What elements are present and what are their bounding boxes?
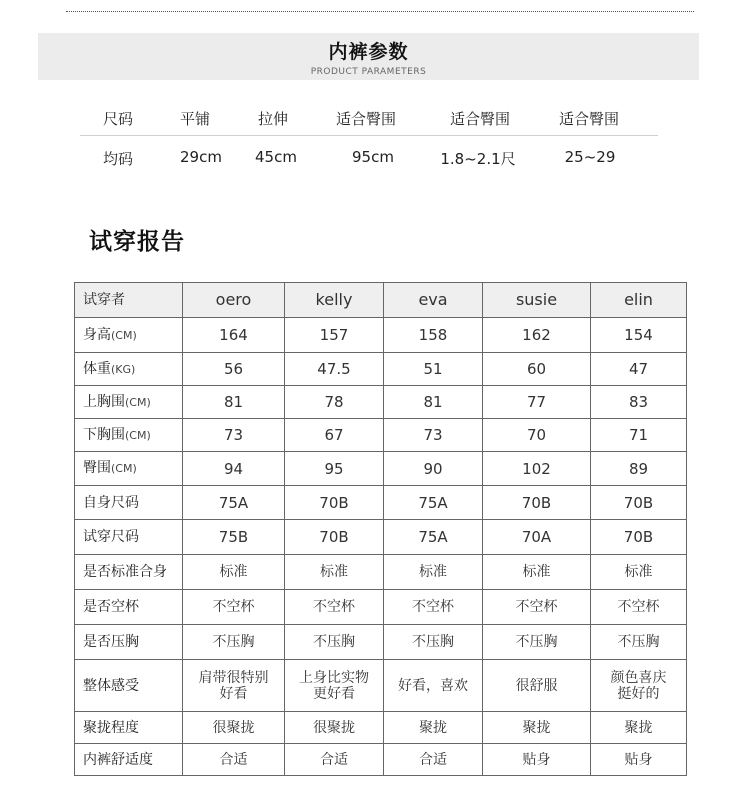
- report-cell: 贴身: [591, 744, 687, 776]
- table-row: [75, 625, 687, 660]
- row-label: [75, 386, 183, 419]
- report-cell: 70B: [483, 486, 591, 520]
- report-cell: 70B: [591, 520, 687, 555]
- report-cell: 合适: [384, 744, 483, 776]
- row-unit: (CM): [111, 462, 137, 475]
- row-label: [75, 452, 183, 486]
- report-cell: 聚拢: [384, 712, 483, 744]
- table-row: [75, 555, 687, 590]
- row-unit: (CM): [125, 428, 151, 442]
- table-row: [75, 712, 687, 744]
- report-cell: 标准: [384, 555, 483, 590]
- table-header-row: [75, 283, 687, 318]
- report-cell: 81: [384, 386, 483, 419]
- param-value: 1.8~2.1尺: [440, 150, 516, 168]
- report-cell: 95: [285, 452, 384, 486]
- report-cell: 162: [483, 318, 591, 353]
- report-cell: 聚拢: [591, 712, 687, 744]
- report-cell: 77: [483, 386, 591, 419]
- report-cell: 70: [483, 419, 591, 452]
- fitting-report-table: [74, 282, 687, 776]
- report-cell: 51: [384, 353, 483, 386]
- row-label-text: 身高: [83, 326, 111, 343]
- report-cell: 71: [591, 419, 687, 452]
- tester-name: oero: [183, 283, 285, 318]
- report-body: [75, 283, 687, 776]
- banner-title: 内裤参数: [328, 41, 409, 63]
- report-cell: 不压胸: [183, 625, 285, 660]
- header-label: 试穿者: [75, 283, 183, 318]
- report-cell: 很聚拢: [285, 712, 384, 744]
- report-cell: 标准: [183, 555, 285, 590]
- row-label-text: 试穿尺码: [83, 529, 139, 545]
- table-row: [75, 744, 687, 776]
- report-cell: 83: [591, 386, 687, 419]
- tester-name: elin: [591, 283, 687, 318]
- row-label-text: 臀围: [83, 460, 111, 476]
- row-label-text: 自身尺码: [83, 494, 139, 511]
- row-label: [75, 318, 183, 353]
- row-label: [75, 744, 183, 776]
- report-cell: [183, 660, 285, 712]
- report-cell: 89: [591, 452, 687, 486]
- row-label-text: 是否空杯: [83, 599, 139, 615]
- table-row: [75, 520, 687, 555]
- report-cell: [591, 660, 687, 712]
- report-cell: 不压胸: [285, 625, 384, 660]
- row-label: [75, 712, 183, 744]
- report-cell: 47: [591, 353, 687, 386]
- report-cell: [483, 660, 591, 712]
- cell-line: 好看: [219, 685, 248, 702]
- report-cell: 不空杯: [483, 590, 591, 625]
- param-value: 25~29: [564, 148, 616, 166]
- report-cell: 贴身: [483, 744, 591, 776]
- report-title: 试穿报告: [89, 229, 185, 255]
- cell-line: 更好看: [313, 685, 355, 702]
- report-cell: 70B: [285, 486, 384, 520]
- report-cell: 154: [591, 318, 687, 353]
- row-label: [75, 590, 183, 625]
- row-label-text: 内裤舒适度: [83, 751, 153, 768]
- report-cell: 67: [285, 419, 384, 452]
- row-unit: (KG): [111, 362, 136, 376]
- row-label: [75, 520, 183, 555]
- row-label-text: 下胸围: [83, 426, 125, 443]
- report-cell: 81: [183, 386, 285, 419]
- cell-line: 很舒服: [515, 677, 558, 694]
- param-header: 尺码: [102, 110, 133, 128]
- table-row: [75, 419, 687, 452]
- row-label: [75, 486, 183, 520]
- param-header: 适合臀围: [449, 110, 510, 128]
- param-value: 45cm: [255, 148, 297, 166]
- param-header: 适合臀围: [558, 110, 619, 128]
- report-cell: 不空杯: [384, 590, 483, 625]
- row-unit: (CM): [125, 395, 151, 409]
- row-label: [75, 353, 183, 386]
- row-label-text: 体重: [83, 360, 111, 377]
- report-cell: 不压胸: [384, 625, 483, 660]
- report-cell: 75B: [183, 520, 285, 555]
- cell-line: 颜色喜庆: [610, 669, 667, 686]
- param-value: 29cm: [180, 148, 222, 166]
- row-label-text: 聚拢程度: [83, 719, 139, 736]
- report-cell: 合适: [285, 744, 384, 776]
- report-cell: 不空杯: [591, 590, 687, 625]
- param-divider: [80, 135, 658, 136]
- cell-line: 肩带很特别: [198, 669, 269, 686]
- parameters-banner: [38, 33, 699, 80]
- report-cell: 聚拢: [483, 712, 591, 744]
- table-row: [75, 318, 687, 353]
- tester-name: eva: [384, 283, 483, 318]
- report-cell: 很聚拢: [183, 712, 285, 744]
- report-cell: 75A: [384, 520, 483, 555]
- report-cell: [285, 660, 384, 712]
- report-cell: 60: [483, 353, 591, 386]
- cell-line: 挺好的: [617, 685, 660, 702]
- table-row: [75, 353, 687, 386]
- report-cell: 70B: [285, 520, 384, 555]
- report-cell: 94: [183, 452, 285, 486]
- row-label: [75, 625, 183, 660]
- dotted-divider: [66, 11, 694, 12]
- report-cell: [384, 660, 483, 712]
- report-cell: 不空杯: [183, 590, 285, 625]
- report-cell: 158: [384, 318, 483, 353]
- table-row: [75, 590, 687, 625]
- report-cell: 不空杯: [285, 590, 384, 625]
- parameters-table: [80, 100, 658, 180]
- report-cell: 157: [285, 318, 384, 353]
- report-cell: 不压胸: [483, 625, 591, 660]
- param-value: 95cm: [352, 148, 394, 166]
- report-cell: 75A: [384, 486, 483, 520]
- report-cell: 73: [384, 419, 483, 452]
- param-header: 拉伸: [257, 110, 288, 128]
- table-row: [75, 660, 687, 712]
- row-label: [75, 660, 183, 712]
- tester-name: susie: [483, 283, 591, 318]
- report-cell: 标准: [591, 555, 687, 590]
- cell-line: 好看，喜欢: [398, 677, 468, 694]
- row-label-text: 整体感受: [83, 677, 139, 694]
- row-label-text: 是否标准合身: [83, 564, 167, 580]
- row-label-text: 上胸围: [83, 393, 125, 410]
- cell-line: 上身比实物: [299, 669, 369, 686]
- report-cell: 标准: [285, 555, 384, 590]
- param-header: 适合臀围: [335, 110, 396, 128]
- report-cell: 78: [285, 386, 384, 419]
- report-cell: 164: [183, 318, 285, 353]
- report-cell: 102: [483, 452, 591, 486]
- report-cell: 73: [183, 419, 285, 452]
- report-cell: 47.5: [285, 353, 384, 386]
- param-value: 均码: [102, 150, 133, 168]
- report-cell: 70A: [483, 520, 591, 555]
- row-label-text: 是否压胸: [83, 634, 139, 650]
- report-cell: 不压胸: [591, 625, 687, 660]
- table-row: [75, 386, 687, 419]
- row-label: [75, 419, 183, 452]
- row-label: [75, 555, 183, 590]
- report-cell: 56: [183, 353, 285, 386]
- tester-name: kelly: [285, 283, 384, 318]
- report-cell: 70B: [591, 486, 687, 520]
- report-cell: 75A: [183, 486, 285, 520]
- report-cell: 90: [384, 452, 483, 486]
- row-unit: (CM): [111, 328, 137, 342]
- report-cell: 合适: [183, 744, 285, 776]
- param-header: 平铺: [179, 110, 210, 128]
- table-row: [75, 486, 687, 520]
- report-cell: 标准: [483, 555, 591, 590]
- banner-subtitle: PRODUCT PARAMETERS: [310, 67, 427, 77]
- table-row: [75, 452, 687, 486]
